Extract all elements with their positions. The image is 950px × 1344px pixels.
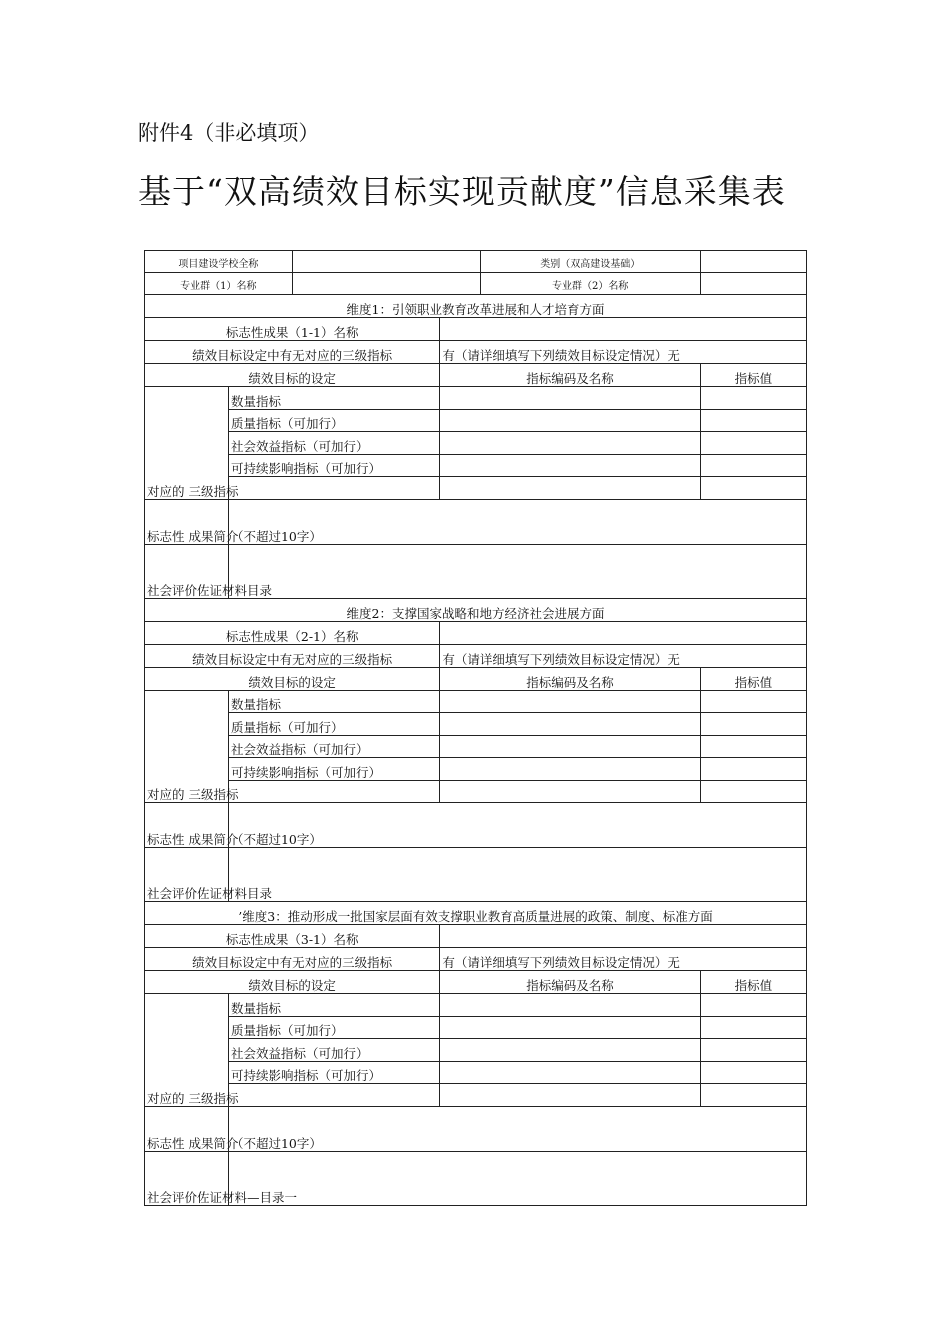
value-cell[interactable] xyxy=(700,1061,806,1084)
code-cell[interactable] xyxy=(440,1016,700,1039)
material-field[interactable] xyxy=(228,1151,806,1205)
quality-indicator: 质量指标（可加行） xyxy=(228,409,439,432)
code-name-header: 指标编码及名称 xyxy=(440,667,700,690)
value-header: 指标值 xyxy=(700,971,806,994)
code-cell[interactable] xyxy=(440,409,700,432)
code-cell[interactable] xyxy=(440,713,700,736)
achievement-name-field[interactable] xyxy=(440,318,807,341)
value-cell[interactable] xyxy=(700,387,806,410)
group2-name-label: 专业群（2）名称 xyxy=(480,273,700,295)
value-cell[interactable] xyxy=(700,454,806,477)
has-indicator-question: 绩效目标设定中有无对应的三级指标 xyxy=(145,948,440,971)
has-indicator-answer[interactable]: 有（请详细填写下列绩效目标设定情况）无 xyxy=(440,644,807,667)
attachment-label: 附件4（非必填项） xyxy=(138,121,320,145)
material-label: 社会评价佐证材料—目录一 xyxy=(145,1151,229,1205)
sustain-indicator: 可持续影响指标（可加行） xyxy=(228,758,439,781)
group1-name-field[interactable] xyxy=(292,273,480,295)
has-indicator-question: 绩效目标设定中有无对应的三级指标 xyxy=(145,341,440,364)
code-name-header: 指标编码及名称 xyxy=(440,971,700,994)
value-cell[interactable] xyxy=(700,758,806,781)
brief-label: 标志性 成果简介 xyxy=(145,803,229,848)
page-title: 基于“双高绩效目标实现贡献度”信息采集表 xyxy=(138,172,786,211)
value-cell[interactable] xyxy=(700,1039,806,1062)
value-cell[interactable] xyxy=(700,780,806,803)
goal-setting-header: 绩效目标的设定 xyxy=(145,971,440,994)
code-cell[interactable] xyxy=(440,432,700,455)
category-label: 类别（双高建设基础） xyxy=(480,251,700,273)
category-field[interactable] xyxy=(700,251,806,273)
school-name-label: 项目建设学校全称 xyxy=(145,251,293,273)
goal-setting-header: 绩效目标的设定 xyxy=(145,667,440,690)
code-cell[interactable] xyxy=(440,1039,700,1062)
brief-field[interactable]: （不超过10字） xyxy=(228,803,806,848)
material-field[interactable] xyxy=(228,848,806,902)
has-indicator-question: 绩效目标设定中有无对应的三级指标 xyxy=(145,644,440,667)
brief-field[interactable]: （不超过10字） xyxy=(228,1106,806,1151)
code-name-header: 指标编码及名称 xyxy=(440,364,700,387)
brief-label: 标志性 成果简介 xyxy=(145,1106,229,1151)
code-cell[interactable] xyxy=(440,735,700,758)
social-indicator: 社会效益指标（可加行） xyxy=(228,735,439,758)
achievement-name-field[interactable] xyxy=(440,621,807,644)
code-cell[interactable] xyxy=(440,758,700,781)
value-header: 指标值 xyxy=(700,667,806,690)
table-row xyxy=(145,251,807,273)
social-indicator: 社会效益指标（可加行） xyxy=(228,1039,439,1062)
has-indicator-answer[interactable]: 有（请详细填写下列绩效目标设定情况）无 xyxy=(440,341,807,364)
code-cell[interactable] xyxy=(440,387,700,410)
value-cell[interactable] xyxy=(700,690,806,713)
achievement-name-label: 标志性成果（3-1）名称 xyxy=(145,925,440,948)
code-cell[interactable] xyxy=(440,454,700,477)
material-label: 社会评价佐证材料目录 xyxy=(145,544,229,598)
value-cell[interactable] xyxy=(700,994,806,1017)
material-field[interactable] xyxy=(228,544,806,598)
school-name-field[interactable] xyxy=(292,251,480,273)
value-header: 指标值 xyxy=(700,364,806,387)
group2-name-field[interactable] xyxy=(700,273,806,295)
group1-name-label: 专业群（1）名称 xyxy=(145,273,293,295)
value-cell[interactable] xyxy=(700,713,806,736)
extra-indicator-cell[interactable] xyxy=(228,1084,439,1107)
extra-indicator-cell[interactable] xyxy=(228,780,439,803)
qty-indicator: 数量指标 xyxy=(228,994,439,1017)
qty-indicator: 数量指标 xyxy=(228,690,439,713)
achievement-name-field[interactable] xyxy=(440,925,807,948)
table-row xyxy=(145,273,807,295)
dimension-title: 维度2：支撑国家战略和地方经济社会进展方面 xyxy=(145,598,807,621)
code-cell[interactable] xyxy=(440,1084,700,1107)
code-cell[interactable] xyxy=(440,994,700,1017)
achievement-name-label: 标志性成果（1-1）名称 xyxy=(145,318,440,341)
info-collection-table xyxy=(144,250,807,1206)
code-cell[interactable] xyxy=(440,690,700,713)
code-cell[interactable] xyxy=(440,780,700,803)
quality-indicator: 质量指标（可加行） xyxy=(228,1016,439,1039)
code-cell[interactable] xyxy=(440,477,700,500)
level3-label: 对应的 三级指标 xyxy=(145,387,229,500)
extra-indicator-cell[interactable] xyxy=(228,477,439,500)
brief-label: 标志性 成果简介 xyxy=(145,499,229,544)
dimension-title: 维度1：引领职业教育改革进展和人才培育方面 xyxy=(145,295,807,318)
dimension-title: ’维度3：推动形成一批国家层面有效支撑职业教育高质量进展的政策、制度、标准方面 xyxy=(145,902,807,925)
code-cell[interactable] xyxy=(440,1061,700,1084)
value-cell[interactable] xyxy=(700,1084,806,1107)
has-indicator-answer[interactable]: 有（请详细填写下列绩效目标设定情况）无 xyxy=(440,948,807,971)
achievement-name-label: 标志性成果（2-1）名称 xyxy=(145,621,440,644)
level3-label: 对应的 三级指标 xyxy=(145,994,229,1107)
value-cell[interactable] xyxy=(700,735,806,758)
value-cell[interactable] xyxy=(700,409,806,432)
value-cell[interactable] xyxy=(700,432,806,455)
sustain-indicator: 可持续影响指标（可加行） xyxy=(228,1061,439,1084)
qty-indicator: 数量指标 xyxy=(228,387,439,410)
social-indicator: 社会效益指标（可加行） xyxy=(228,432,439,455)
goal-setting-header: 绩效目标的设定 xyxy=(145,364,440,387)
value-cell[interactable] xyxy=(700,477,806,500)
quality-indicator: 质量指标（可加行） xyxy=(228,713,439,736)
value-cell[interactable] xyxy=(700,1016,806,1039)
brief-field[interactable]: （不超过10字） xyxy=(228,499,806,544)
sustain-indicator: 可持续影响指标（可加行） xyxy=(228,454,439,477)
material-label: 社会评价佐证材料目录 xyxy=(145,848,229,902)
level3-label: 对应的 三级指标 xyxy=(145,690,229,803)
